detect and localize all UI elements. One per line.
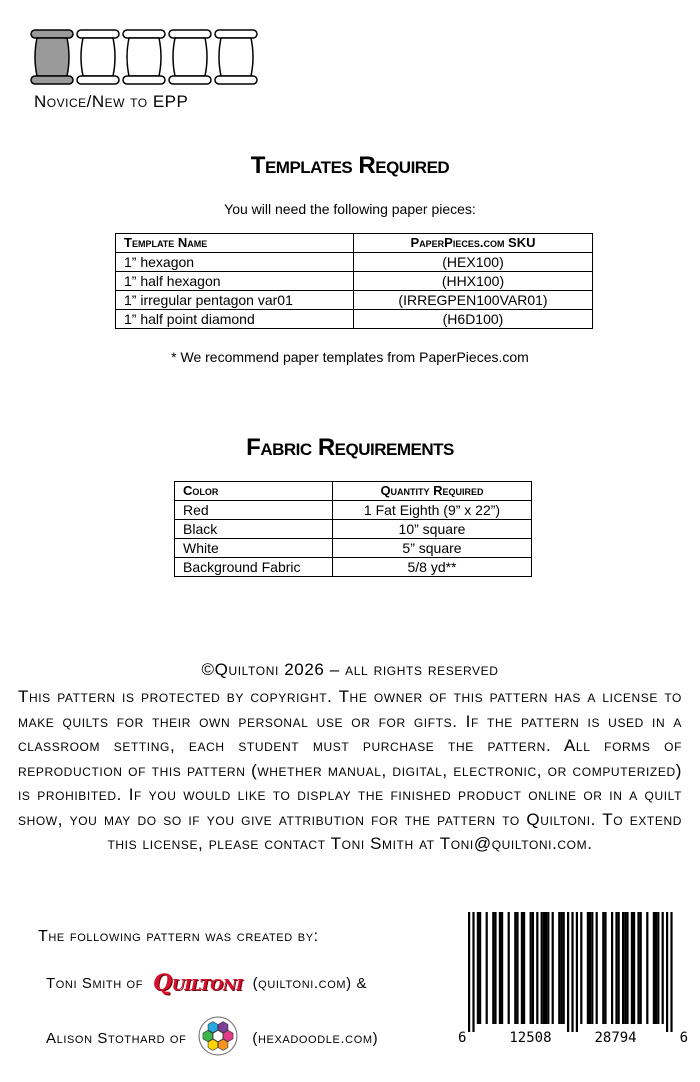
barcode-digit-group: 12508 xyxy=(509,1030,552,1046)
spool-icon xyxy=(215,30,257,84)
credits-heading: The following pattern was created by: xyxy=(38,928,319,945)
barcode-icon xyxy=(464,912,684,1032)
copyright-title-text: ©Quiltoni 2026 – all rights reserved xyxy=(201,660,499,679)
table-header-row xyxy=(175,482,532,501)
table-row xyxy=(116,253,593,272)
fabric-color: Background Fabric xyxy=(175,558,333,577)
template-sku: (HHX100) xyxy=(354,272,593,291)
credit-author-2 xyxy=(46,1016,378,1060)
spool-icon xyxy=(77,30,119,84)
templates-title: Templates Required xyxy=(250,152,450,179)
author-site: (hexadoodle.com) xyxy=(252,1029,379,1047)
templates-note: * We recommend paper templates from PaperPieces.com xyxy=(171,349,529,365)
table-row xyxy=(175,501,532,520)
barcode-digits xyxy=(458,1030,688,1046)
credit-author-1 xyxy=(46,970,367,996)
author-name: Alison Stothard of xyxy=(46,1029,187,1047)
fabric-table xyxy=(174,481,532,577)
hexadoodle-logo-icon xyxy=(198,1016,238,1060)
difficulty-spools xyxy=(30,28,260,86)
fabric-quantity: 5” square xyxy=(333,539,532,558)
author-name: Toni Smith of xyxy=(46,974,144,992)
fabric-color: Red xyxy=(175,501,333,520)
spool-rating-icon xyxy=(30,28,260,86)
table-row xyxy=(116,272,593,291)
fabric-color: Black xyxy=(175,520,333,539)
barcode xyxy=(464,912,684,1032)
template-name: 1” half point diamond xyxy=(116,310,354,329)
spool-icon xyxy=(31,30,73,84)
table-row xyxy=(116,291,593,310)
spool-icon xyxy=(123,30,165,84)
difficulty-level: Novice/New to EPP xyxy=(34,92,189,111)
template-sku: (IRREGPEN100VAR01) xyxy=(354,291,593,310)
copyright-license: This pattern is protected by copyright. The owner of this pattern has a license to make quilts for their own personal use or for gifts. If the pattern is used in a classroom setting, each student must purchase the pattern. All forms of reproduction of this pattern (whether manual, digital, electronic, or computerized) is prohibited. If you would like to display the finished product online or in a quilt show, you may do so if you give attribution for the pattern to Quiltoni. To extend this license, please contact Toni Smith at Toni@quiltoni.com. xyxy=(18,687,682,853)
table-row xyxy=(175,539,532,558)
template-name: 1” hexagon xyxy=(116,253,354,272)
quiltoni-logo: Quiltoni xyxy=(153,970,243,996)
column-header: Template Name xyxy=(116,234,354,253)
table-row xyxy=(116,310,593,329)
template-name: 1” half hexagon xyxy=(116,272,354,291)
copyright-title xyxy=(0,660,700,680)
column-header: PaperPieces.com SKU xyxy=(354,234,593,253)
barcode-digit-group: 28794 xyxy=(594,1030,637,1046)
fabric-quantity: 5/8 yd** xyxy=(333,558,532,577)
column-header: Color xyxy=(175,482,333,501)
fabric-quantity: 10” square xyxy=(333,520,532,539)
spool-icon xyxy=(169,30,211,84)
table-row xyxy=(175,520,532,539)
fabric-quantity: 1 Fat Eighth (9” x 22”) xyxy=(333,501,532,520)
template-sku: (HEX100) xyxy=(354,253,593,272)
author-site: (quiltoni.com) & xyxy=(252,974,368,992)
template-name: 1” irregular pentagon var01 xyxy=(116,291,354,310)
templates-table xyxy=(115,233,593,329)
table-row xyxy=(175,558,532,577)
column-header: Quantity Required xyxy=(333,482,532,501)
template-sku: (H6D100) xyxy=(354,310,593,329)
fabric-color: White xyxy=(175,539,333,558)
barcode-digit-group: 6 xyxy=(458,1030,467,1046)
fabric-title: Fabric Requirements xyxy=(246,434,454,461)
barcode-digit-group: 6 xyxy=(679,1030,688,1046)
table-header-row xyxy=(116,234,593,253)
templates-intro: You will need the following paper pieces: xyxy=(224,201,476,217)
